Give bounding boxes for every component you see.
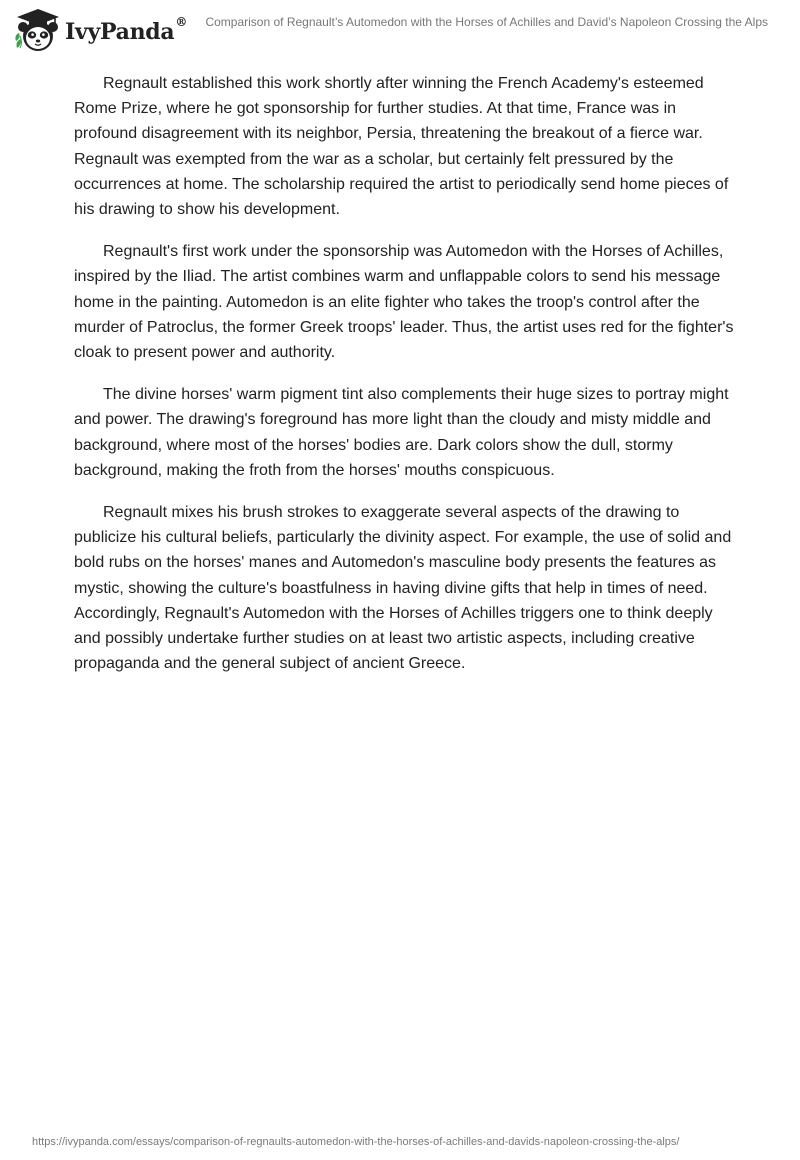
paragraph: The divine horses' warm pigment tint also complements their huge sizes to portray might and power. The drawing's foreground has more light than the cloudy and misty middle and background, where most of the horses' bodies are. Dark colors show the dull, stormy background, making the froth from the horses' mouths conspicuous. bbox=[74, 386, 729, 479]
paragraph: Regnault's first work under the sponsorship was Automedon with the Horses of Achilles, inspired by the Iliad. The artist combines warm and unflappable colors to send his message home in the painting. Automedon is an elite fighter who takes the troop's control after the murder of Patroclus, the former Greek troops' leader. Thus, the artist uses red for the fighter's cloak to present power and authority. bbox=[74, 243, 734, 362]
paragraph: Regnault mixes his brush strokes to exaggerate several aspects of the drawing to publicize his cultural beliefs, particularly the divinity aspect. For example, the use of solid and bold rubs on the horses' manes and Automedon's masculine body presents the features as mystic, showing the culture's boastfulness in having divine gifts that help in times of need. Accordingly, Regnault's Automedon with the Horses of Achilles triggers one to think deeply and possibly undertake further studies on at least two artistic aspects, including creative propaganda and the general subject of ancient Greece. bbox=[74, 504, 732, 673]
ivypanda-logo[interactable] bbox=[14, 8, 187, 52]
brand-name-text: IvyPanda bbox=[65, 19, 175, 45]
source-url[interactable]: https://ivypanda.com/essays/comparison-of-regnaults-automedon-with-the-horses-of-achilles-and-davids-napoleon-crossing-the-alps/ bbox=[32, 1136, 680, 1148]
page-header bbox=[0, 0, 800, 56]
registered-mark: ® bbox=[175, 15, 188, 29]
brand-name bbox=[65, 15, 188, 45]
panda-graduate-icon bbox=[14, 8, 62, 52]
paragraph: Regnault established this work shortly after winning the French Academy's esteemed Rome Prize, where he got sponsorship for further studies. At that time, France was in profound disagreement with its neighbor, Persia, threatening the breakout of a fierce war. Regnault was exempted from the war as a scholar, but certainly felt pressured by the occurrences at home. The scholarship required the artist to periodically send home pieces of his drawing to show his development. bbox=[74, 75, 729, 219]
document-title: Comparison of Regnault’s Automedon with the Horses of Achilles and David’s Napoleon Crossing the Alps bbox=[205, 15, 768, 29]
essay-body bbox=[74, 71, 734, 693]
